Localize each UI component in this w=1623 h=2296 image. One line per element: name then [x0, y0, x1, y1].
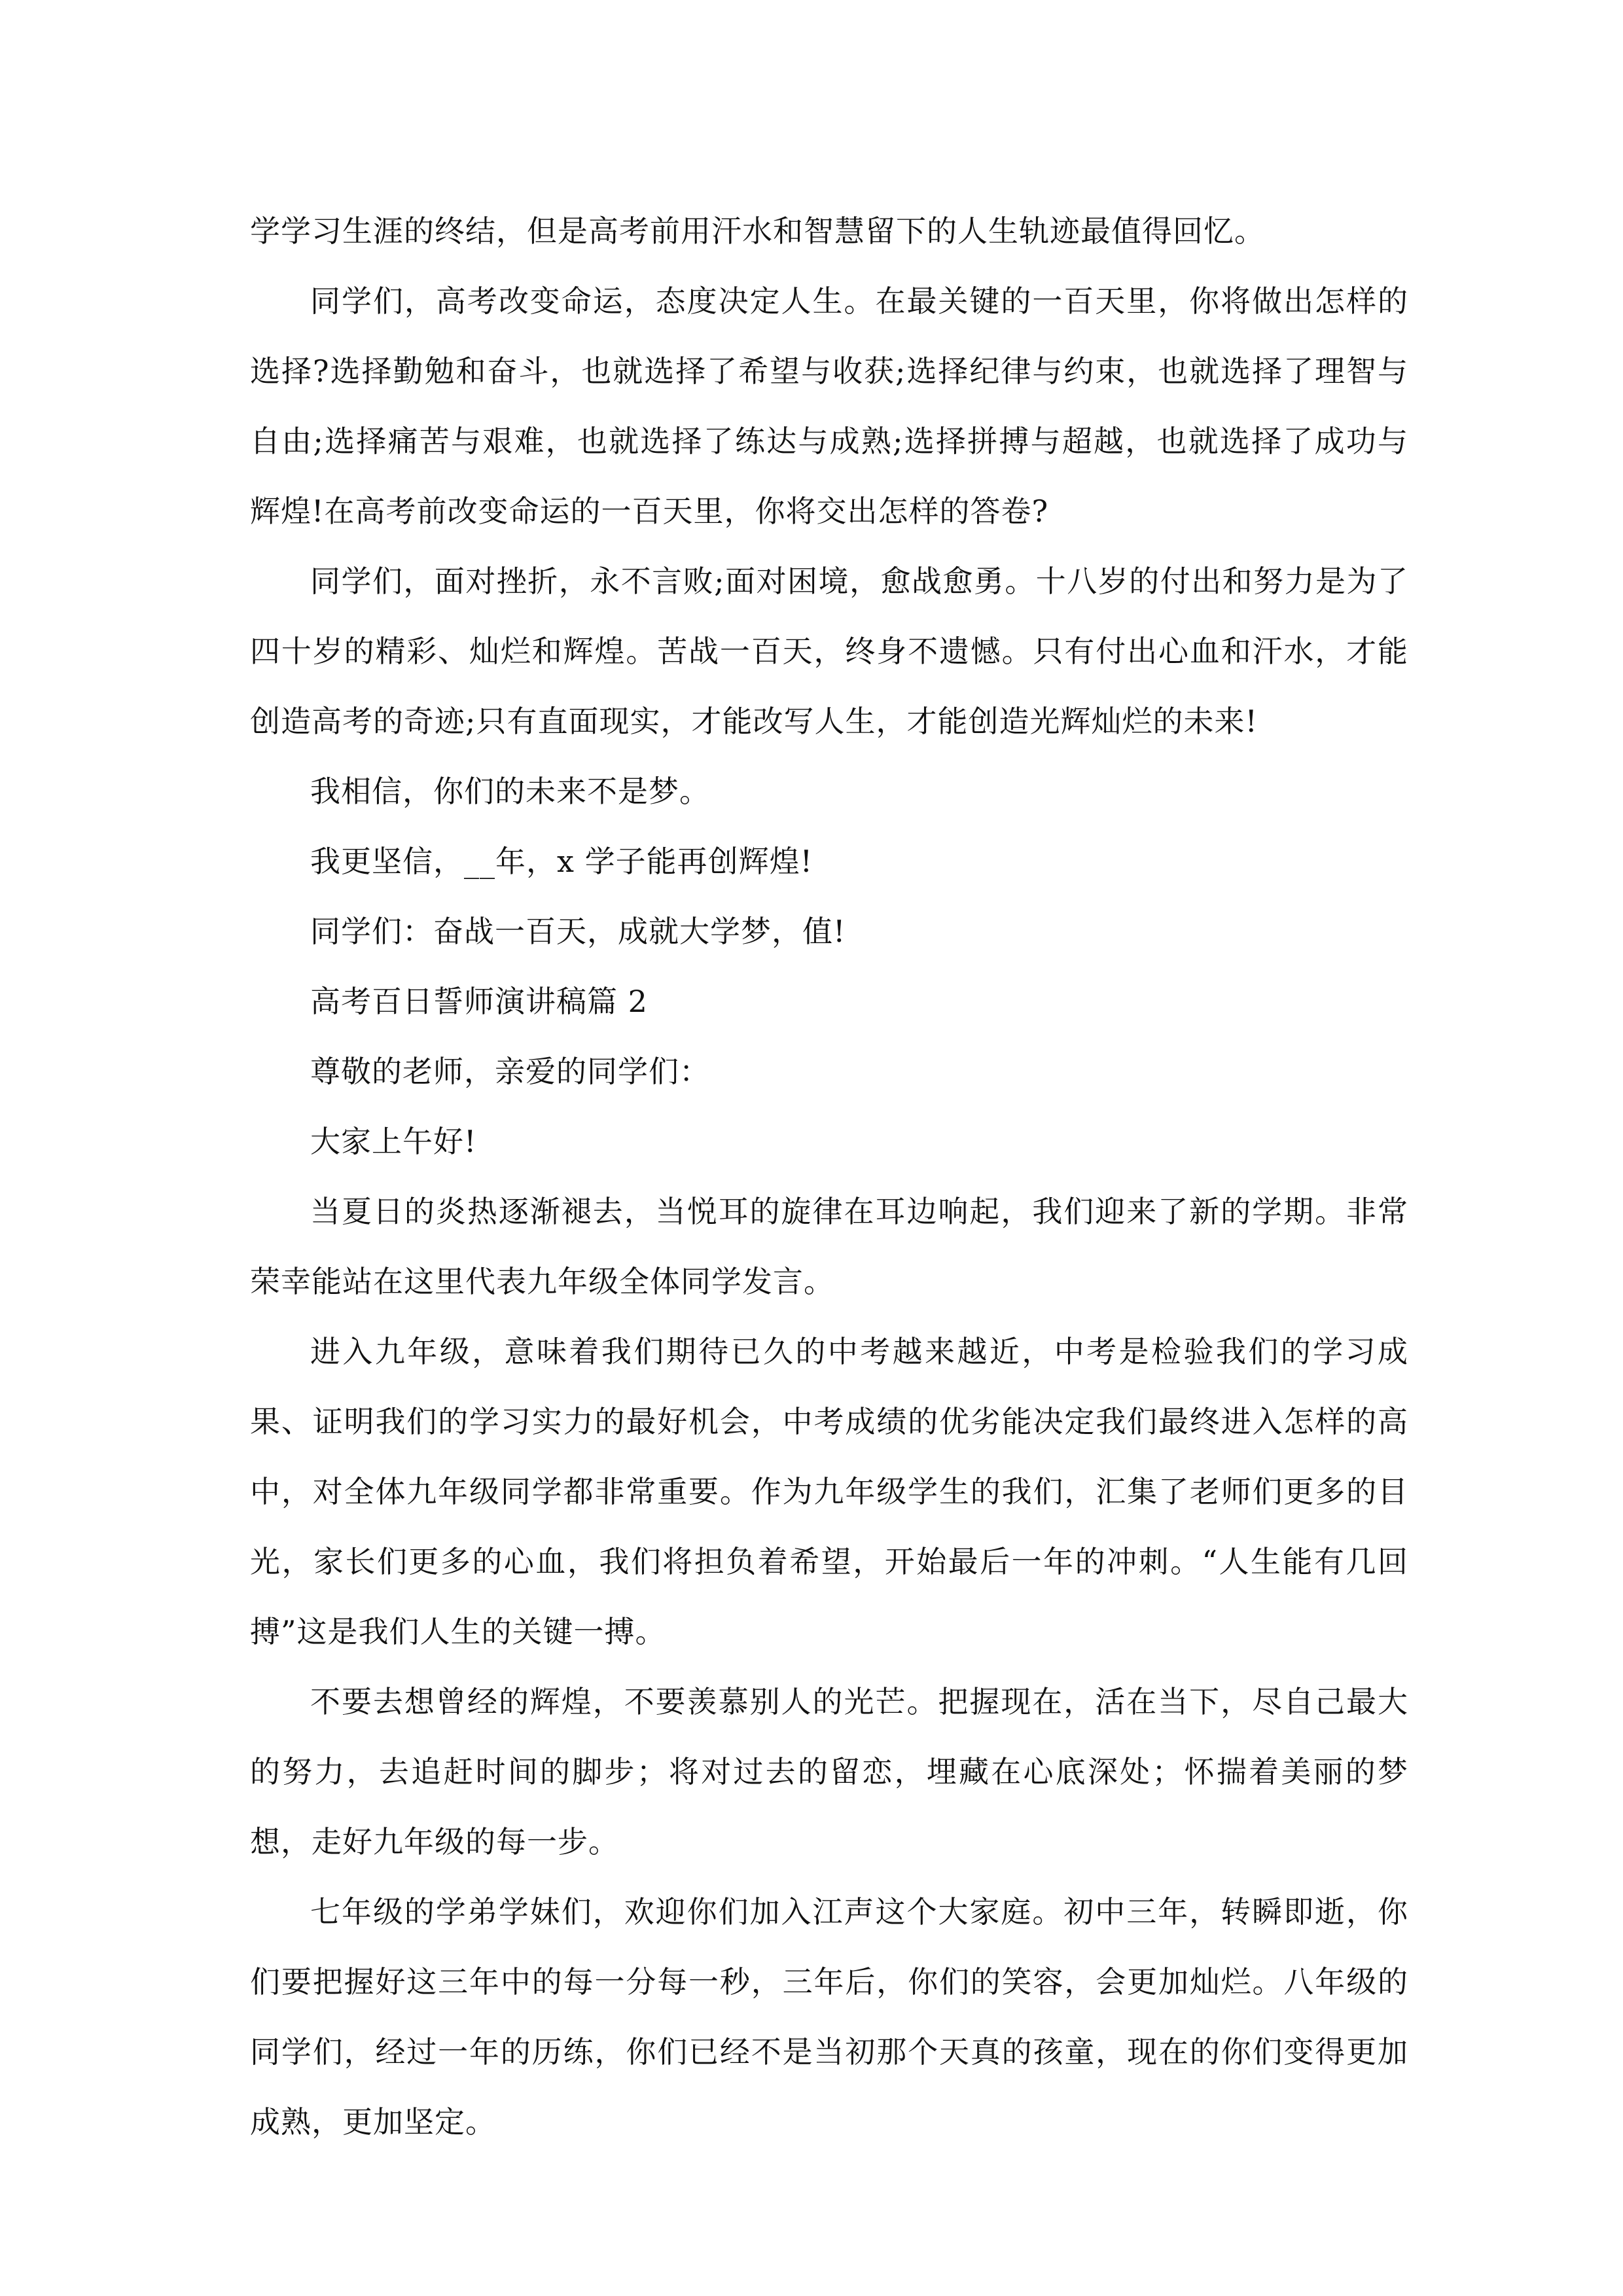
salutation: 尊敬的老师，亲爱的同学们：: [310, 1054, 710, 1089]
paragraph: 当夏日的炎热逐渐褪去，当悦耳的旋律在耳边响起，我们迎来了新的学期。非常荣幸能站在这里代表九年级全体同学发言。: [250, 1194, 1408, 1299]
paragraph: 进入九年级，意味着我们期待已久的中考越来越近，中考是检验我们的学习成果、证明我们的学习实力的最好机会，中考成绩的优劣能决定我们最终进入怎样的高中，对全体九年级同学都非常重要。作为九年级学生的我们，汇集了老师们更多的目光，家长们更多的心血，我们将担负着希望，开始最后一年的冲刺。“人生能有几回搏”这是我们人生的关键一搏。: [250, 1334, 1408, 1649]
paragraph: 我相信，你们的未来不是梦。: [310, 774, 710, 809]
paragraph: 七年级的学弟学妹们，欢迎你们加入江声这个大家庭。初中三年，转瞬即逝，你们要把握好这三年中的每一分每一秒，三年后，你们的笑容，会更加灿烂。八年级的同学们，经过一年的历练，你们已经不是当初那个天真的孩童，现在的你们变得更加成熟，更加坚定。: [250, 1894, 1408, 2140]
section-heading: 高考百日誓师演讲稿篇 2: [310, 984, 648, 1019]
paragraph: 我更坚信，__年，x 学子能再创辉煌!: [310, 844, 813, 879]
paragraph: 同学们，面对挫折，永不言败;面对困境，愈战愈勇。十八岁的付出和努力是为了四十岁的精彩、灿烂和辉煌。苦战一百天，终身不遗憾。只有付出心血和汗水，才能创造高考的奇迹;只有直面现实，才能改写人生，才能创造光辉灿烂的未来!: [250, 564, 1408, 739]
document-body: [250, 196, 1408, 2157]
paragraph: 同学们：奋战一百天，成就大学梦，值!: [310, 914, 846, 949]
paragraph: 同学们，高考改变命运，态度决定人生。在最关键的一百天里，你将做出怎样的选择?选择勤勉和奋斗，也就选择了希望与收获;选择纪律与约束，也就选择了理智与自由;选择痛苦与艰难，也就选择了练达与成熟;选择拼搏与超越，也就选择了成功与辉煌!在高考前改变命运的一百天里，你将交出怎样的答卷?: [250, 283, 1408, 529]
greeting: 大家上午好!: [310, 1124, 477, 1159]
paragraph: 不要去想曾经的辉煌，不要羡慕别人的光芒。把握现在，活在当下，尽自己最大的努力，去追赶时间的脚步；将对过去的留恋，埋藏在心底深处；怀揣着美丽的梦想，走好九年级的每一步。: [250, 1684, 1408, 1859]
paragraph: 学学习生涯的终结，但是高考前用汗水和智慧留下的人生轨迹最值得回忆。: [250, 213, 1265, 249]
